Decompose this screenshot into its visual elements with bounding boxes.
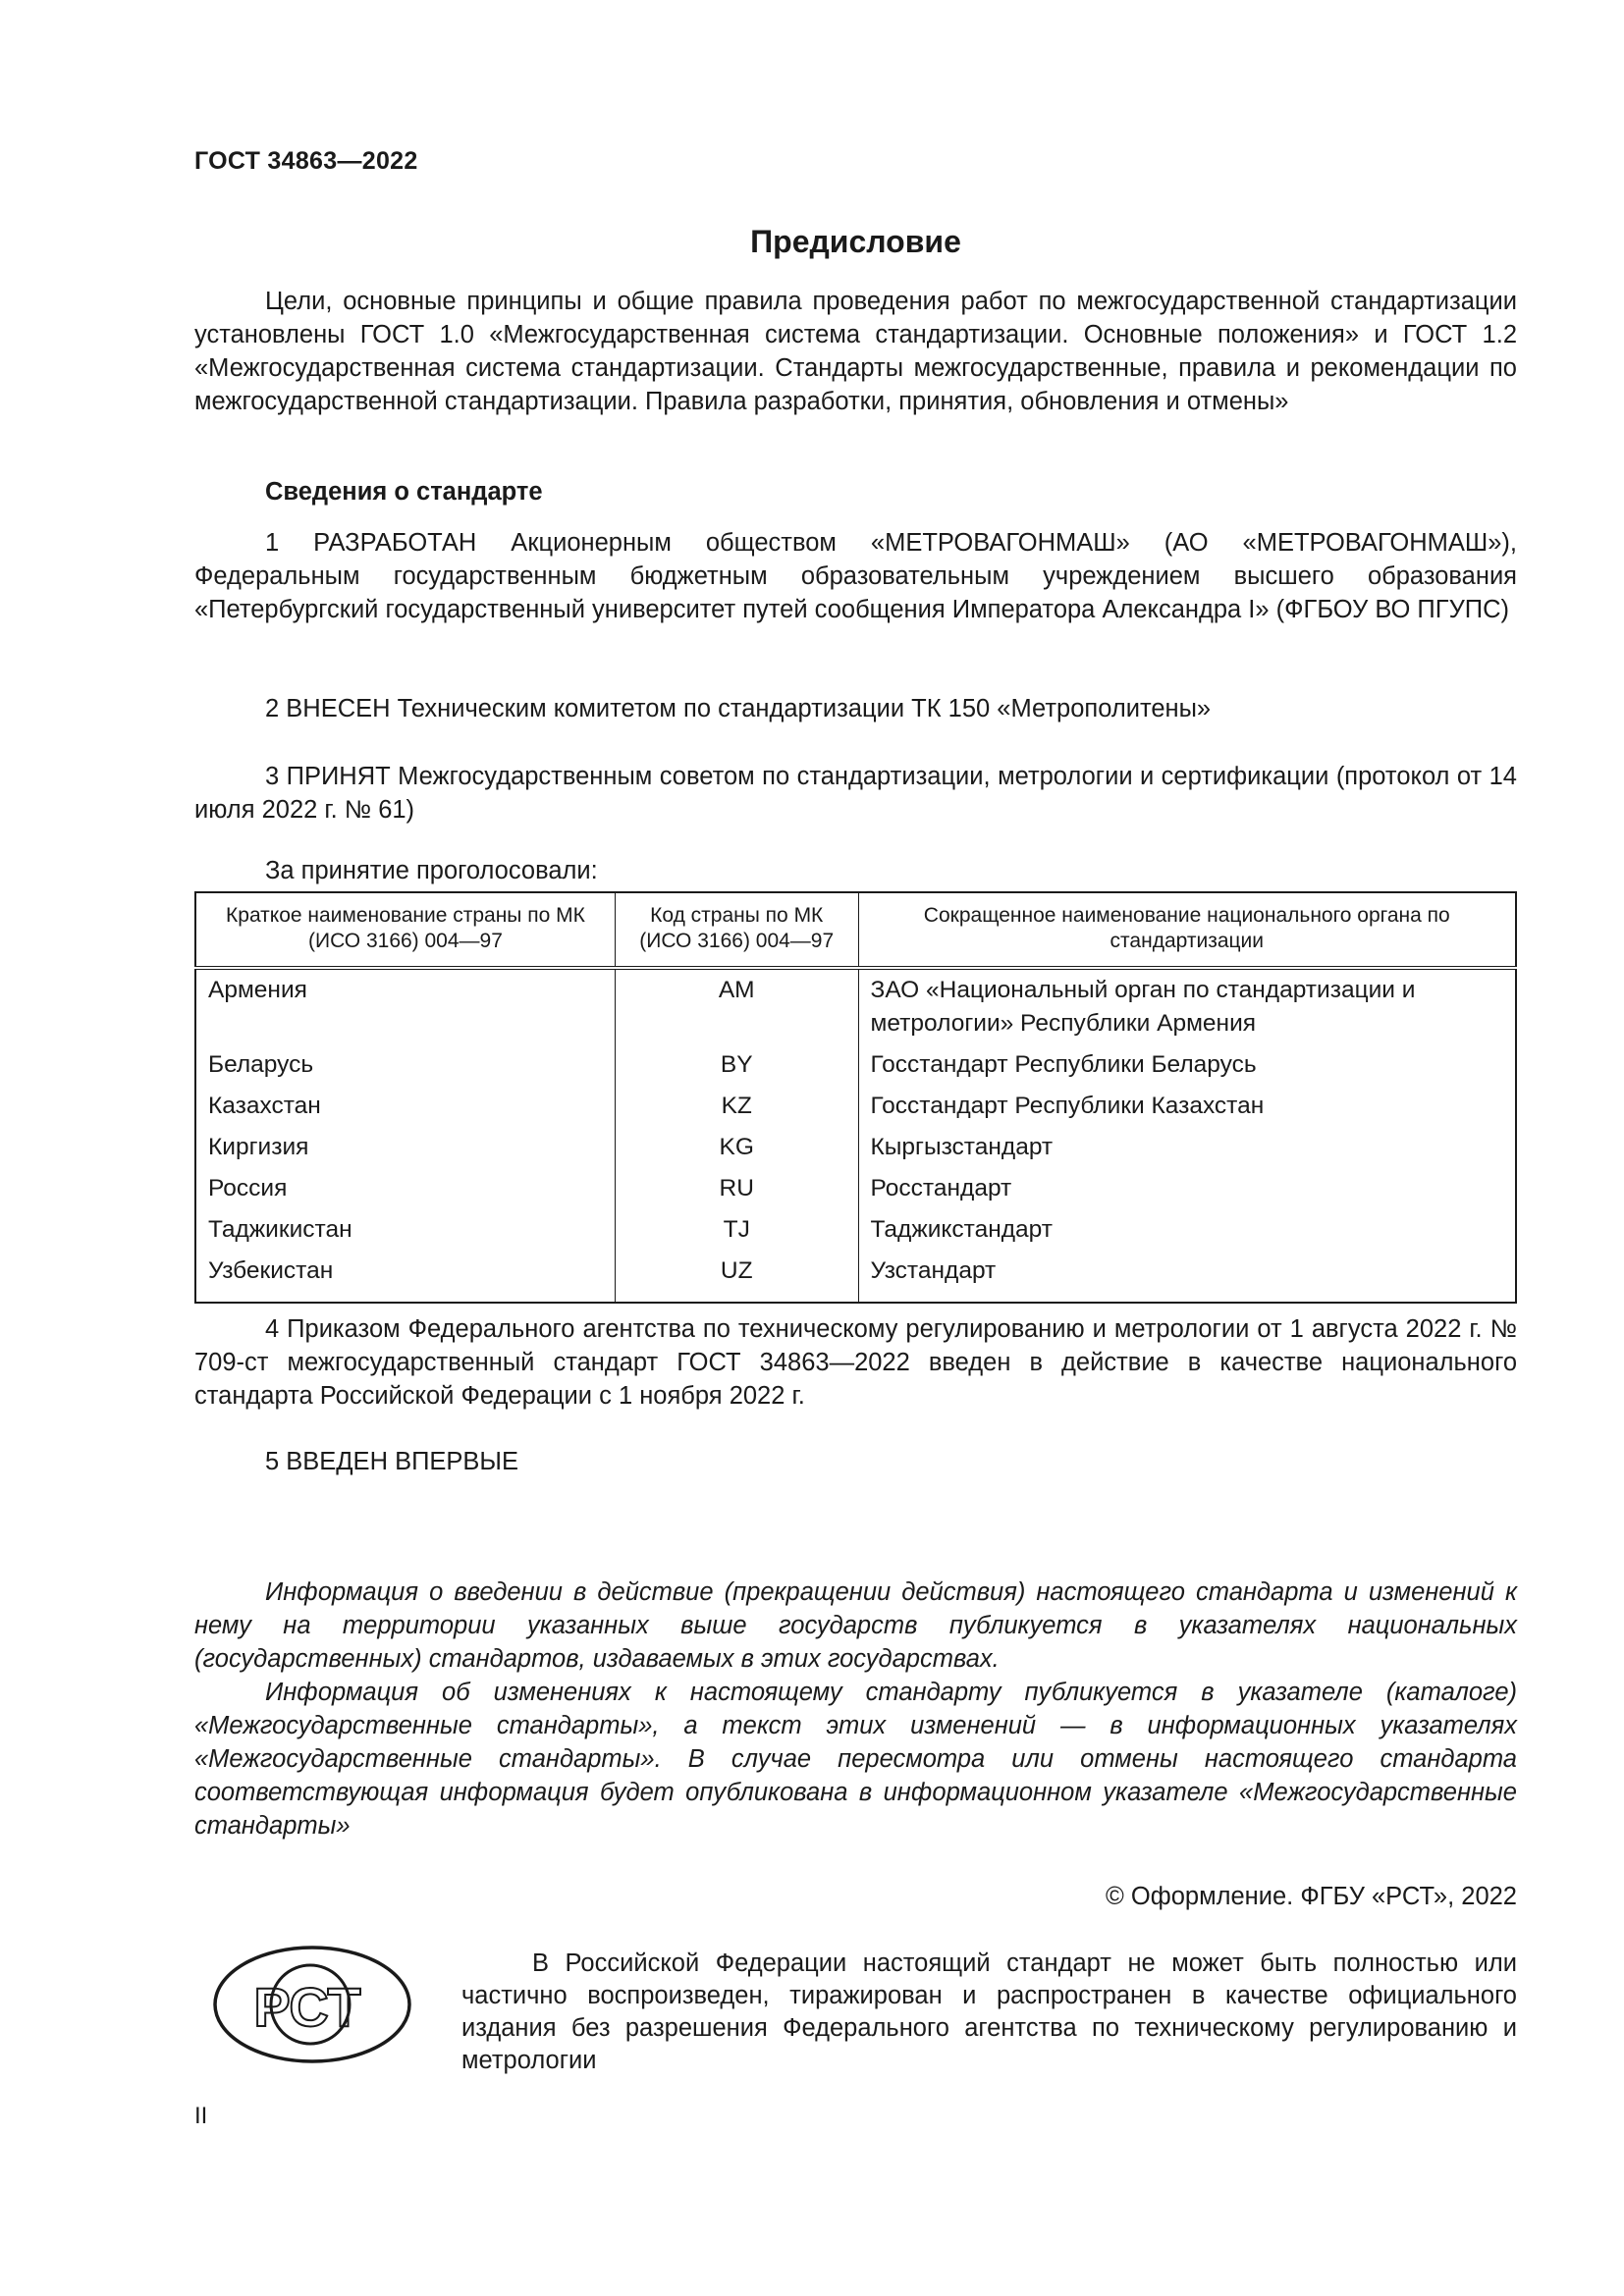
cell-code: AM (615, 968, 858, 1048)
votes-label: За принятие проголосовали: (265, 857, 598, 884)
rights-text: В Российской Федерации настоящий стандарт не может быть полностью или частично воспроизведен, тиражирован и распространен в качестве официального издания без разрешения Федерального агентства по техническому регулированию и метрологии (461, 1949, 1517, 2074)
cell-code: BY (615, 1048, 858, 1090)
table-row (195, 968, 1516, 1048)
cell-country: Узбекистан (195, 1255, 615, 1303)
page-number: II (194, 2103, 208, 2129)
item-adopted-text: 3 ПРИНЯТ Межгосударственным советом по стандартизации, метрологии и сертификации (протокол от 14 июля 2022 г. № 61) (194, 763, 1517, 824)
table-row (195, 1048, 1516, 1090)
cell-code: KZ (615, 1090, 858, 1131)
item-developed (194, 526, 1517, 626)
document-header: ГОСТ 34863—2022 (194, 147, 418, 175)
cell-body: Госстандарт Республики Казахстан (858, 1090, 1516, 1131)
item-introduced-text: 2 ВНЕСЕН Техническим комитетом по стандартизации ТК 150 «Метрополитены» (265, 695, 1212, 722)
logo-lettering: РСТ (253, 1976, 361, 2038)
info-paragraph-1: Информация о введении в действие (прекращении действия) настоящего стандарта и изменений к нему на территории указанных выше государств публикуется в указателях национальных (государственных) стандартов, издаваемых в этих государствах. (194, 1578, 1517, 1673)
table-row (195, 1131, 1516, 1172)
info-paragraph-2: Информация об изменениях к настоящему стандарту публикуется в указателе (каталоге) «Межгосударственные стандарты», а текст этих изменений — в информационных указателях «Межгосударственные стандарты». В случае пересмотра или отмены настоящего стандарта соответствующая информация будет опубликована в информационном указателе «Межгосударственные стандарты» (194, 1679, 1517, 1840)
cell-code: UZ (615, 1255, 858, 1303)
copyright-line: © Оформление. ФГБУ «РСТ», 2022 (1106, 1883, 1517, 1910)
cell-country: Казахстан (195, 1090, 615, 1131)
item-first (194, 1445, 1517, 1478)
item-developed-text: 1 РАЗРАБОТАН Акционерным обществом «МЕТРОВАГОНМАШ» (АО «МЕТРОВАГОНМАШ»), Федеральным государственным бюджетным образовательным учреждением высшего образования «Петербургский государственный университет путей сообщения Императора Александра I» (ФГБОУ ВО ПГУПС) (194, 529, 1517, 623)
item-adopted (194, 760, 1517, 827)
table-header-row (195, 892, 1516, 968)
table-row (195, 1213, 1516, 1255)
header-country: Краткое наименование страны по МК (ИСО 3166) 004—97 (195, 892, 615, 968)
table-row (195, 1090, 1516, 1131)
document-page (194, 0, 1517, 2296)
page-title: Предисловие (750, 224, 961, 259)
rst-logo-icon (212, 1944, 412, 2065)
cell-code: KG (615, 1131, 858, 1172)
cell-country: Киргизия (195, 1131, 615, 1172)
cell-country: Армения (195, 968, 615, 1048)
intro-paragraph (194, 285, 1517, 418)
cell-code: RU (615, 1172, 858, 1213)
cell-code: TJ (615, 1213, 858, 1255)
item-first-text: 5 ВВЕДЕН ВПЕРВЫЕ (265, 1448, 519, 1475)
votes-table (194, 891, 1517, 1304)
item-introduced (194, 692, 1517, 725)
table-row (195, 1172, 1516, 1213)
cell-body: Узстандарт (858, 1255, 1516, 1303)
rights-notice (461, 1948, 1517, 2077)
cell-country: Россия (195, 1172, 615, 1213)
cell-body: ЗАО «Национальный орган по стандартизации и метрологии» Республики Армения (858, 968, 1516, 1048)
cell-country: Таджикистан (195, 1213, 615, 1255)
standard-info-heading: Сведения о стандарте (265, 478, 543, 506)
table-row (195, 1255, 1516, 1303)
item-order-text: 4 Приказом Федерального агентства по техническому регулированию и метрологии от 1 августа 2022 г. № 709-ст межгосударственный стандарт ГОСТ 34863—2022 введен в действие в качестве национального стандарта Российской Федерации с 1 ноября 2022 г. (194, 1315, 1517, 1410)
cell-body: Кыргызстандарт (858, 1131, 1516, 1172)
item-order (194, 1312, 1517, 1413)
header-code: Код страны по МК (ИСО 3166) 004—97 (615, 892, 858, 968)
cell-body: Таджикстандарт (858, 1213, 1516, 1255)
header-body: Сокращенное наименование национального органа по стандартизации (858, 892, 1516, 968)
cell-body: Росстандарт (858, 1172, 1516, 1213)
info-block (194, 1575, 1517, 1842)
cell-country: Беларусь (195, 1048, 615, 1090)
cell-body: Госстандарт Республики Беларусь (858, 1048, 1516, 1090)
intro-text: Цели, основные принципы и общие правила проведения работ по межгосударственной стандартизации установлены ГОСТ 1.0 «Межгосударственная система стандартизации. Основные положения» и ГОСТ 1.2 «Межгосударственная система стандартизации. Стандарты межгосударственные, правила и рекомендации по межгосударственной стандартизации. Правила разработки, принятия, обновления и отмены» (194, 288, 1517, 415)
